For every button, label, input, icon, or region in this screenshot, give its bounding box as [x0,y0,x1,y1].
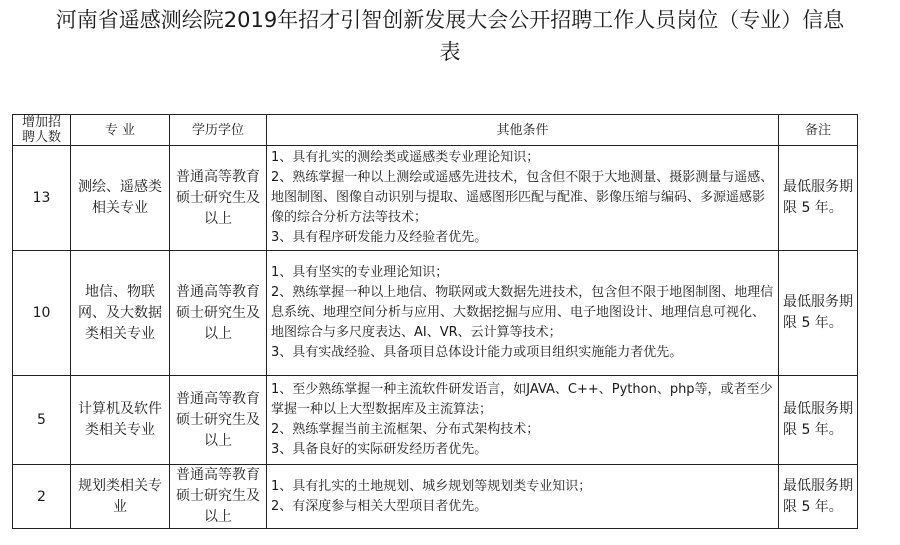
note-cell: 最低服务期 限 5 年。 [779,146,858,251]
document-title [0,4,900,68]
condition-item: 1、具有扎实的土地规划、城乡规划等规划类专业知识； [271,478,592,494]
table-row [13,376,858,465]
header-notes: 备注 [779,115,858,146]
conditions-cell [267,251,779,376]
header-education: 学历学位 [170,115,267,146]
condition-item: 3、具有程序研发能力及经验者优先。 [271,230,488,245]
table-row [13,251,858,376]
table-header-row [13,115,858,146]
table-row [13,465,858,529]
education-cell: 普通高等教育硕士研究生及以上 [170,251,267,376]
major-cell: 规划类相关专业 [71,465,170,529]
education-cell: 普通高等教育硕士研究生及以上 [170,465,267,529]
title-line-2: 表 [439,40,461,64]
condition-item: 1、具有坚实的专业理论知识； [271,265,449,280]
note-cell: 最低服务期 限 5 年。 [779,376,858,465]
count-cell: 5 [13,376,71,465]
condition-item: 3、具备良好的实际研发经历者优先。 [271,442,488,457]
condition-item: 2、有深度参与相关大型项目者优先。 [271,498,488,514]
education-cell: 普通高等教育硕士研究生及以上 [170,146,267,251]
major-cell: 计算机及软件类相关专业 [71,376,170,465]
note-cell: 最低服务期 限 5 年。 [779,251,858,376]
major-cell: 测绘、遥感类相关专业 [71,146,170,251]
count-cell: 13 [13,146,71,251]
education-cell: 普通高等教育硕士研究生及以上 [170,376,267,465]
condition-item: 2、熟练掌握一种以上地信、物联网或大数据先进技术，包含但不限于地图制图、地理信息系统、地理空间分析与应用、大数据挖掘与应用、电子地图设计、地理信息可视化、地图综合与多尺度表达、AI、VR、云计算等技术； [271,285,774,340]
condition-item: 1、至少熟练掌握一种主流软件研发语言，如JAVA、C++、Python、php等，或者至少掌握一种以上大型数据库及主流算法； [271,382,773,417]
condition-item: 2、熟练掌握当前主流框架、分布式架构技术； [271,422,540,437]
table-row [13,146,858,251]
header-conditions: 其他条件 [267,115,779,146]
count-cell: 2 [13,465,71,529]
major-cell: 地信、物联网、及大数据类相关专业 [71,251,170,376]
condition-item: 2、熟练掌握一种以上测绘或遥感先进技术，包含但不限于大地测量、摄影测量与遥感、地图制图、图像自动识别与提取、遥感图形匹配与配准、影像压缩与编码、多源遥感影像的综合分析方法等技术； [271,170,774,225]
conditions-cell [267,146,779,251]
conditions-cell [267,376,779,465]
recruitment-table [12,114,858,529]
title-line-1: 河南省遥感测绘院2019年招才引智创新发展大会公开招聘工作人员岗位（专业）信息 [55,8,845,32]
count-cell: 10 [13,251,71,376]
conditions-cell [267,465,779,529]
header-count: 增加招聘人数 [13,115,71,146]
condition-item: 3、具有实战经验、具备项目总体设计能力或项目组织实施能力者优先。 [271,345,683,360]
note-cell: 最低服务期 限 5 年。 [779,465,858,529]
condition-item: 1、具有扎实的测绘类或遥感类专业理论知识； [271,150,540,165]
header-major: 专 业 [71,115,170,146]
